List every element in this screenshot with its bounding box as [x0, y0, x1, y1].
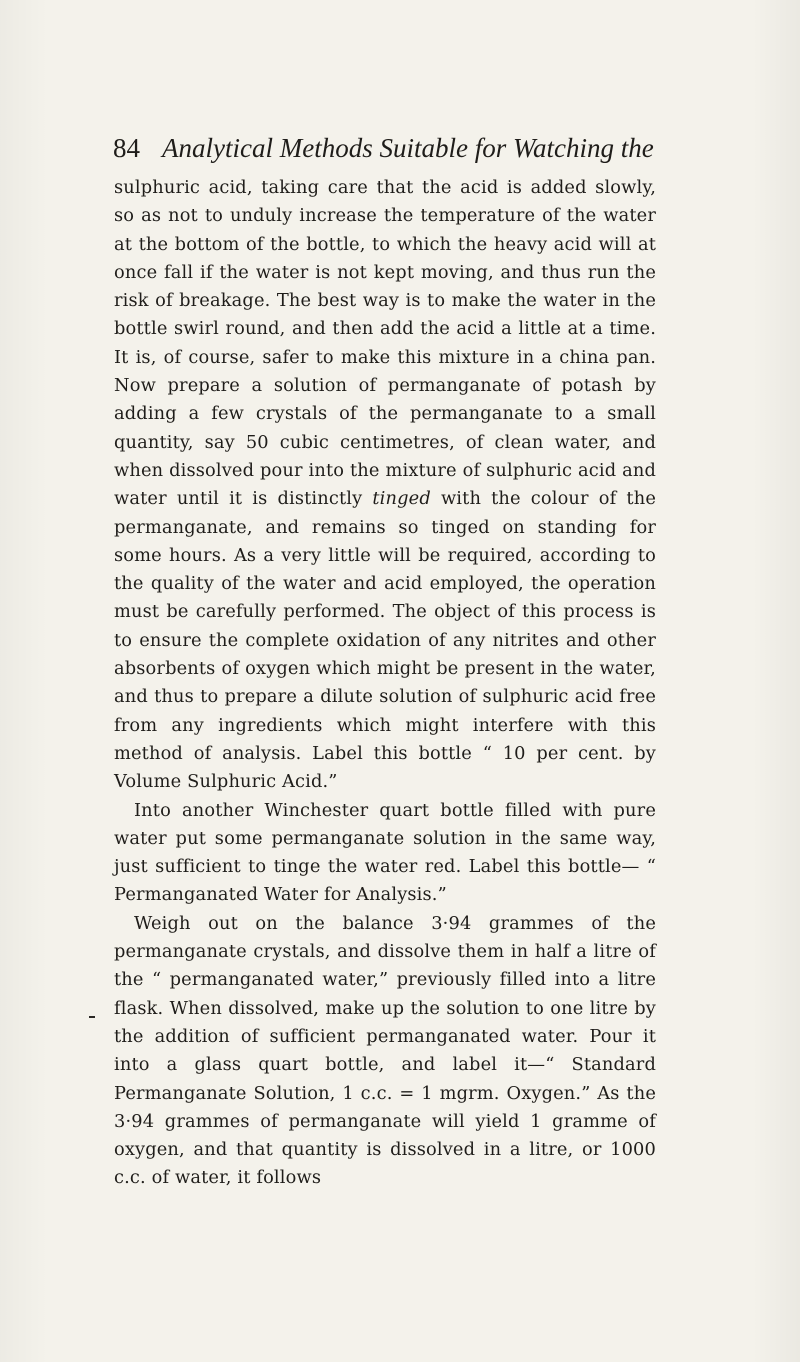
page-number: 84 [113, 133, 140, 163]
paragraph-3: Weigh out on the balance 3·94 grammes of the permanganate crystals, and dissolve them in half a litre of the “ permanganated water,” previously filled into a litre flask. When dissolved, make up the solution to one litre by the addition of sufficient permanganated water. Pour it into a glass quart bottle, and label it—“ Standard Permanganate Solution, 1 c.c. = 1 mgrm. Oxygen.” As the 3·94 grammes of permanganate will yield 1 gramme of oxygen, and that quantity is dissolved in a litre, or 1000 c.c. of water, it follows [114, 912, 656, 1189]
emphasis-tinged: tinged [372, 488, 431, 510]
paragraph-1-part-a: sulphuric acid, taking care that the acid is added slowly, so as not to unduly increase the temperature of the water at the bottom of the bottle, to which the heavy acid will at once fall if the water is not kept moving, and thus run the risk of breakage. The best way is to make the water in the bottle swirl round, and then add the acid a little at a time. It is, of course, safer to make this mixture in a china pan. Now prepare a solution of permanganate of potash by adding a few crystals of the permanganate to a small quantity, say 50 cubic centimetres, of clean water, and when dissolved pour into the mixture of sulphuric acid and water until it is distinctly [114, 177, 656, 510]
body-text [114, 174, 656, 1193]
paragraph-2: Into another Winchester quart bottle filled with pure water put some permanganate solution in the same way, just sufficient to tinge the water red. Label this bottle— “ Permanganated Water for Analysis.” [114, 799, 656, 906]
paragraph-1-part-b: with the colour of the permanganate, and remains so tinged on standing for some hours. As a very little will be required, according to the quality of the water and acid employed, the operation must be carefully performed. The object of this process is to ensure the complete oxidation of any nitrites and other absorbents of oxygen which might be present in the water, and thus to prepare a dilute solution of sulphuric acid free from any ingredients which might interfere with this method of analysis. Label this bottle “ 10 per cent. by Volume Sulphuric Acid.” [114, 488, 656, 793]
paragraph-1 [114, 174, 656, 797]
running-title: Analytical Methods Suitable for Watching the [162, 133, 654, 163]
running-head [113, 128, 713, 168]
margin-mark [89, 1016, 95, 1018]
